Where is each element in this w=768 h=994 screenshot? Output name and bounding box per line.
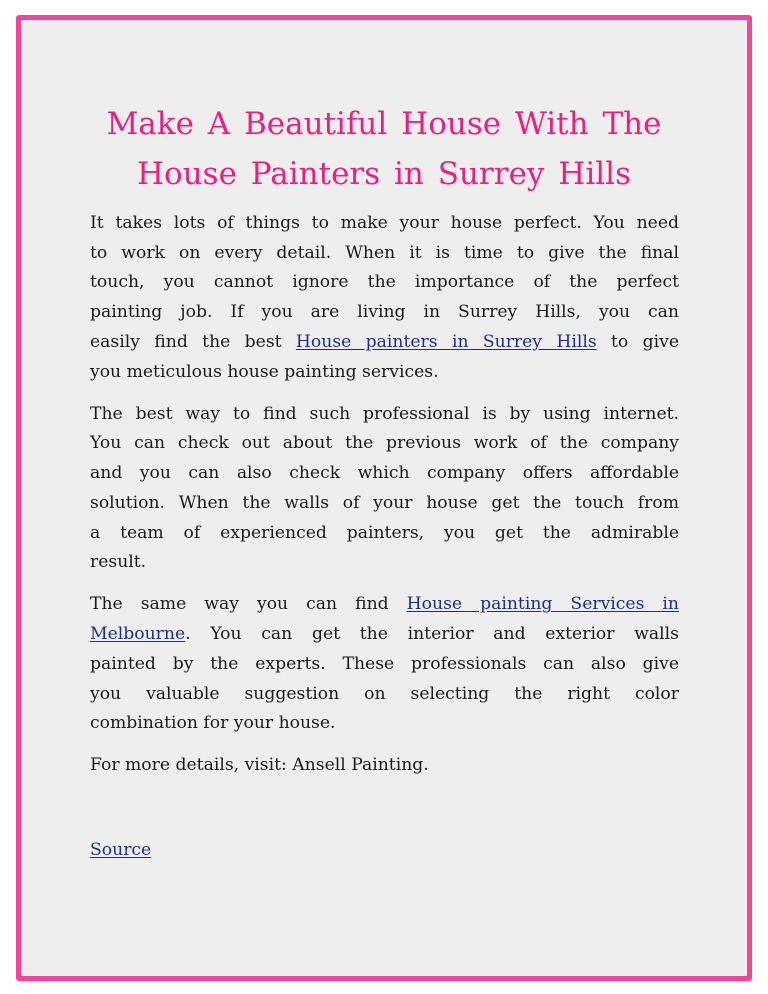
text-line <box>90 328 679 358</box>
paragraph-4 <box>90 751 679 781</box>
text-line: to work on every detail. When it is time to give the final <box>90 242 679 263</box>
text-line <box>90 590 679 620</box>
text-line: a team of experienced painters, you get the admirable <box>90 522 679 543</box>
title-line-2: House Painters in Surrey Hills <box>137 156 631 192</box>
text-line: solution. When the walls of your house get the touch from <box>90 492 679 513</box>
text-line: touch, you cannot ignore the importance of the perfect <box>90 272 679 293</box>
house-painting-services-melbourne-link[interactable]: House painting Services in <box>406 594 679 615</box>
text-line: painting job. If you are living in Surrey Hills, you can <box>90 302 679 323</box>
text-line: result. <box>90 552 147 573</box>
text-line: You can check out about the previous work of the company <box>90 433 679 454</box>
text-line: combination for your house. <box>90 713 336 734</box>
source-link[interactable]: Source <box>90 840 152 860</box>
house-painters-surrey-hills-link[interactable]: House painters in Surrey Hills <box>295 331 597 352</box>
source-container <box>90 836 151 866</box>
text-line: For more details, visit: Ansell Painting. <box>90 755 429 776</box>
text-line: you valuable suggestion on selecting the right color <box>90 683 679 704</box>
text-line: and you can also check which company offers affordable <box>90 463 679 484</box>
text-line: The best way to find such professional is by using internet. <box>90 403 679 424</box>
text-segment: easily find the best <box>90 331 296 352</box>
title-line-1: Make A Beautiful House With The <box>106 106 662 142</box>
document-page <box>16 15 752 981</box>
house-painting-services-melbourne-link-cont[interactable]: Melbourne <box>90 624 186 645</box>
text-line: It takes lots of things to make your house perfect. You need <box>90 213 679 233</box>
text-line: painted by the experts. These professionals can also give <box>90 653 679 674</box>
document-body <box>90 209 679 794</box>
paragraph-3 <box>90 590 679 739</box>
text-segment: . You can get the interior and exterior walls <box>185 624 679 645</box>
text-segment: to give <box>596 331 679 352</box>
text-line: you meticulous house painting services. <box>90 361 439 382</box>
document-title <box>21 99 747 199</box>
paragraph-2 <box>90 400 679 578</box>
text-line <box>90 620 679 650</box>
text-segment: The same way you can find <box>90 594 407 615</box>
paragraph-1 <box>90 209 679 387</box>
